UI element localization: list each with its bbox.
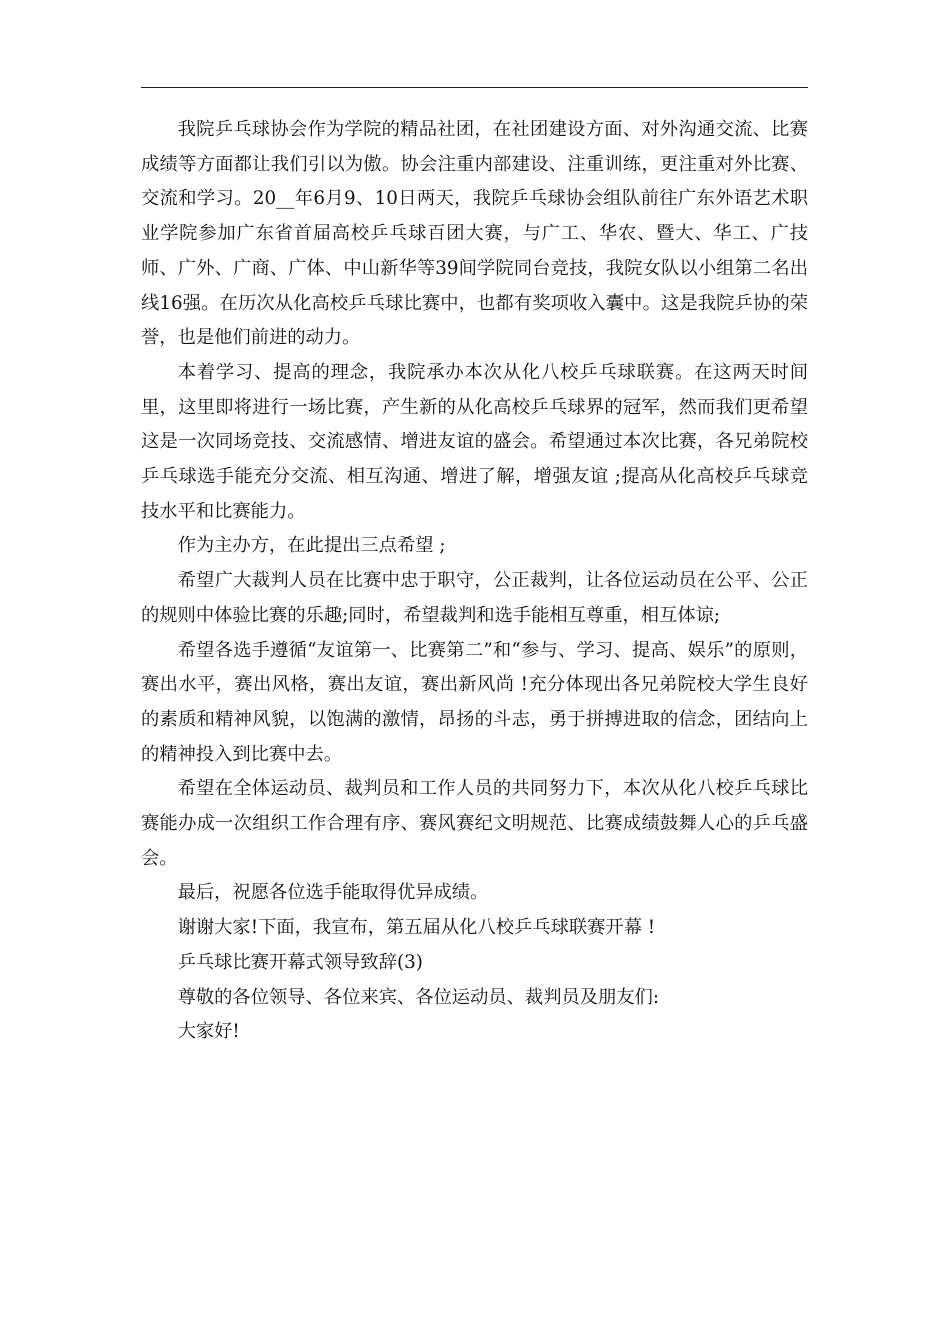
document-body <box>141 113 808 1050</box>
paragraph-hope-players: 希望各选手遵循“友谊第一、比赛第二”和“参与、学习、提高、娱乐”的原则，赛出水平，赛出风格，赛出友谊，赛出新风尚 !充分体现出各兄弟院校大学生良好的素质和精神风貌，以饱满的激情，昂扬的斗志，勇于拼搏进取的信念，团结向上的精神投入到比赛中去。 <box>141 639 808 765</box>
paragraph-learning-concept: 本着学习、提高的理念，我院承办本次从化八校乒乓球联赛。在这两天时间里，这里即将进行一场比赛，产生新的从化高校乒乓球界的冠军，然而我们更希望这是一次同场竞技、交流感情、增进友谊的盛会。希望通过本次比赛，各兄弟院校乒乓球选手能充分交流、相互沟通、增进了解，增强友谊 ;提高从化高校乒乓球竞技水平和比赛能力。 <box>141 361 808 522</box>
section-heading: 乒乓球比赛开幕式领导致辞(3) <box>177 951 423 973</box>
paragraph-opening-declaration: 谢谢大家!下面，我宣布，第五届从化八校乒乓球联赛开幕 ! <box>177 917 656 939</box>
paragraph-hope-everyone: 希望在全体运动员、裁判员和工作人员的共同努力下，本次从化八校乒乓球比赛能办成一次组织工作合理有序、赛风赛纪文明规范、比赛成绩鼓舞人心的乒乓盛会。 <box>141 778 808 869</box>
paragraph-salutation: 尊敬的各位领导、各位来宾、各位运动员、裁判员及朋友们: <box>177 986 660 1008</box>
paragraph-association-intro: 我院乒乓球协会作为学院的精品社团，在社团建设方面、对外沟通交流、比赛成绩等方面都让我们引以为傲。协会注重内部建设、注重训练，更注重对外比赛、交流和学习。20__年6月9、10日两天，我院乒乓球协会组队前往广东外语艺术职业学院参加广东省首届高校乒乓球百团大赛，与广工、华农、暨大、华工、广技师、广外、广商、广体、中山新华等39间学院同台竞技，我院女队以小组第二名出线16强。在历次从化高校乒乓球比赛中，也都有奖项收入囊中。这是我院乒协的荣誉，也是他们前进的动力。 <box>141 119 808 349</box>
header-rule <box>141 87 808 88</box>
paragraph-greeting: 大家好! <box>177 1021 240 1043</box>
paragraph-three-hopes-intro: 作为主办方，在此提出三点希望 ; <box>177 535 446 557</box>
paragraph-hope-referees: 希望广大裁判人员在比赛中忠于职守，公正裁判，让各位运动员在公平、公正的规则中体验比赛的乐趣;同时，希望裁判和选手能相互尊重，相互体谅; <box>141 570 808 626</box>
paragraph-best-wishes: 最后，祝愿各位选手能取得优异成绩。 <box>177 882 489 904</box>
